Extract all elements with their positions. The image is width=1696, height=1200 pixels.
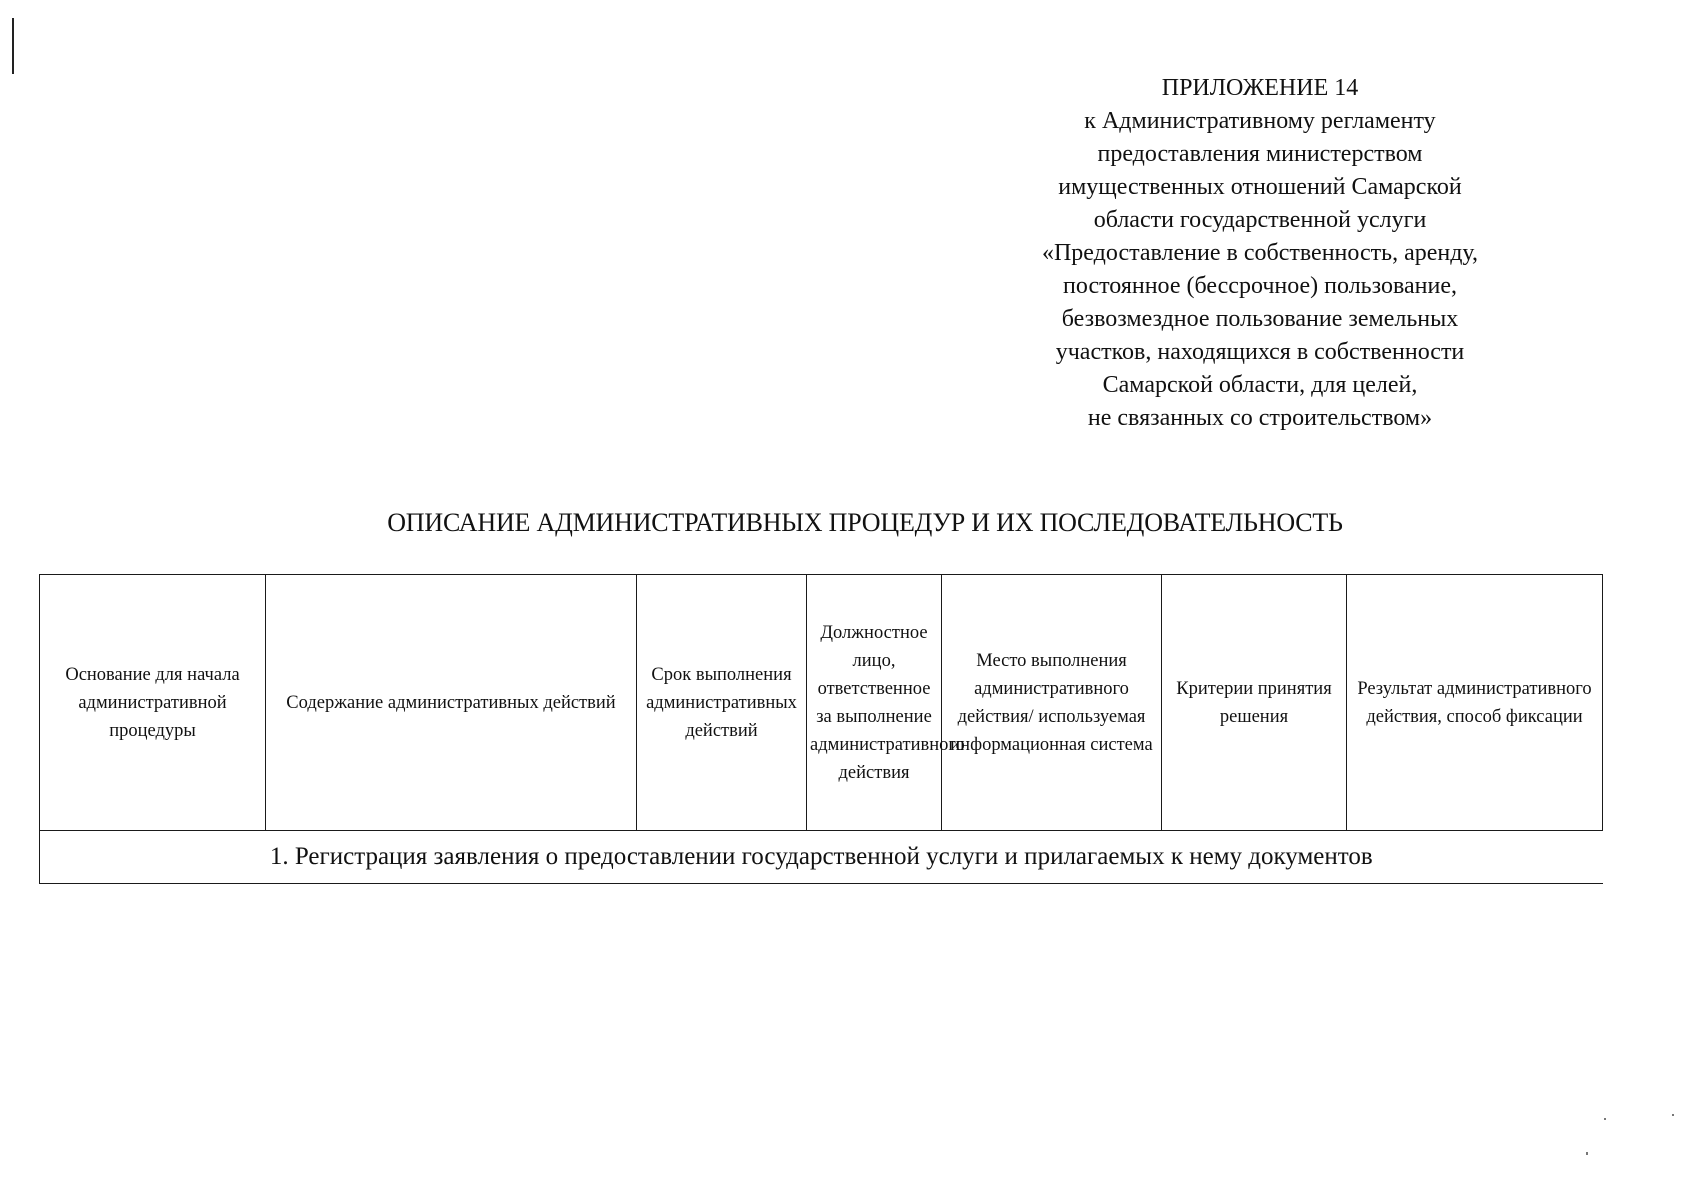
- appendix-header: [960, 72, 1560, 435]
- col-header-place: Место выполнения административного действия/ используемая информационная система: [942, 575, 1162, 831]
- appendix-line: имущественных отношений Самарской: [1058, 174, 1462, 200]
- scan-speck: [1672, 1114, 1674, 1116]
- appendix-line: предоставления министерством: [1097, 141, 1423, 167]
- col-header-criteria: Критерии принятия решения: [1162, 575, 1347, 831]
- appendix-line: «Предоставление в собственность, аренду,: [1041, 240, 1479, 266]
- table-row: [40, 831, 1603, 884]
- appendix-line: не связанных со строительством»: [1087, 405, 1433, 431]
- document-title: ОПИСАНИЕ АДМИНИСТРАТИВНЫХ ПРОЦЕДУР И ИХ ПОСЛЕДОВАТЕЛЬНОСТЬ: [387, 508, 1343, 537]
- col-header-result: Результат административного действия, способ фиксации: [1347, 575, 1603, 831]
- col-header-term: Срок выполнения административных действий: [637, 575, 807, 831]
- scan-speck: [1586, 1152, 1588, 1155]
- appendix-line: области государственной услуги: [1093, 207, 1427, 233]
- appendix-line: постоянное (бессрочное) пользование,: [1063, 273, 1457, 299]
- section-heading: 1. Регистрация заявления о предоставлении государственной услуги и прилагаемых к нему документов: [40, 831, 1603, 884]
- col-header-responsible: Должностное лицо, ответственное за выполнение административного действия: [807, 575, 942, 831]
- scan-edge-mark: [12, 18, 14, 74]
- col-header-basis: Основание для начала административной процедуры: [40, 575, 266, 831]
- col-header-content: Содержание административных действий: [266, 575, 637, 831]
- appendix-line: безвозмездное пользование земельных: [1061, 306, 1459, 332]
- appendix-line: Самарской области, для целей,: [1102, 372, 1418, 398]
- table-header-row: [40, 575, 1603, 831]
- appendix-line: участков, находящихся в собственности: [1055, 339, 1465, 365]
- appendix-line: к Административному регламенту: [1084, 108, 1436, 134]
- scan-speck: [1604, 1118, 1606, 1120]
- procedures-table: [39, 574, 1603, 884]
- appendix-number: ПРИЛОЖЕНИЕ 14: [1161, 75, 1359, 101]
